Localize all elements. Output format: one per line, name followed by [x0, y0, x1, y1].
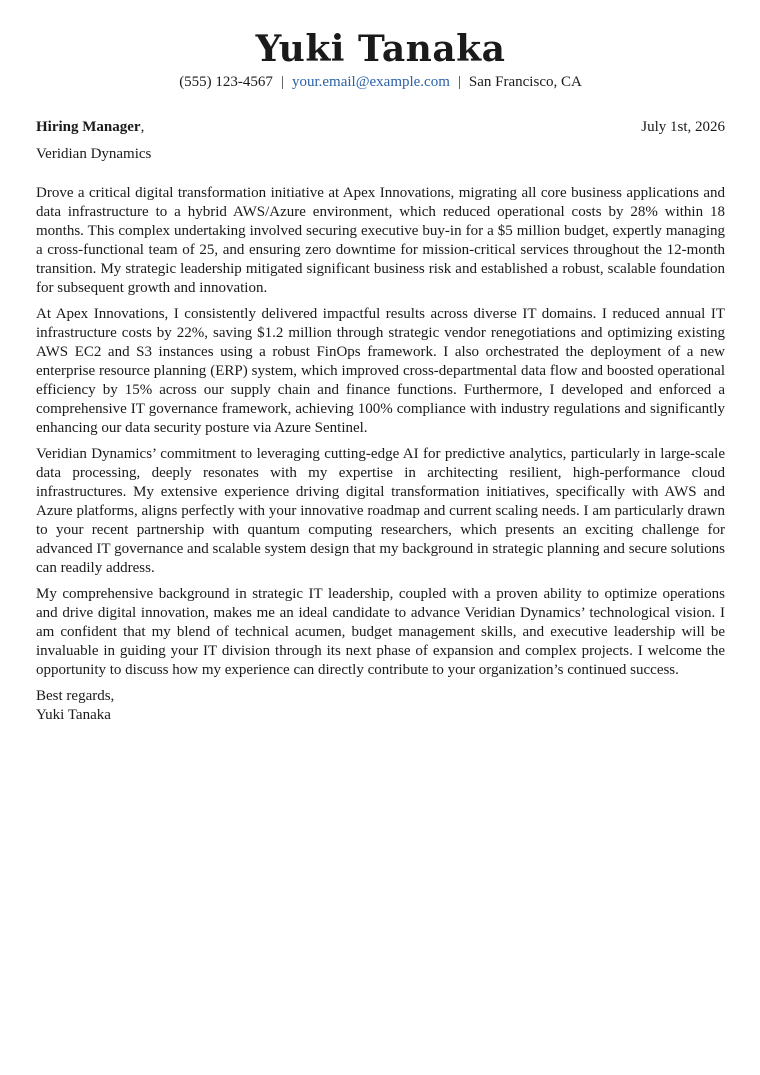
applicant-name: Yuki Tanaka	[255, 28, 506, 70]
phone-number: (555) 123-4567	[179, 74, 273, 90]
contact-line	[36, 72, 725, 92]
letter-body	[36, 184, 725, 680]
company-name: Veridian Dynamics	[36, 146, 152, 162]
location: San Francisco, CA	[468, 74, 582, 90]
recipient-row	[36, 117, 725, 137]
salutation-comma: ,	[140, 119, 145, 135]
separator: |	[457, 74, 461, 90]
salutation	[36, 117, 144, 137]
cover-letter-page	[36, 28, 725, 725]
signature-name: Yuki Tanaka	[36, 707, 111, 723]
body-paragraph: Veridian Dynamics’ commitment to leveraging cutting-edge AI for predictive analytics, particularly in large-scale data processing, deeply resonates with my expertise in architecting resilient, high-performance cloud infrastructures. My extensive experience driving digital transformation initiatives, specifically with AWS and Azure platforms, aligns perfectly with your innovative roadmap and current scaling needs. I am particularly drawn to your recent partnership with quantum computing researchers, which presents an exciting challenge for advanced IT governance and scalable system design that my background in strategic planning and secure solutions can readily address.	[36, 446, 725, 576]
letter-date: July 1st, 2026	[641, 119, 725, 135]
salutation-name: Hiring Manager	[36, 119, 141, 135]
body-paragraph: My comprehensive background in strategic IT leadership, coupled with a proven ability to optimize operations and drive digital innovation, makes me an ideal candidate to advance Veridian Dynamics’ technological vision. I am confident that my blend of technical acumen, budget management skills, and executive leadership will be invaluable in guiding your IT division through its next phase of expansion and complex projects. I welcome the opportunity to discuss how my experience can directly contribute to your organization’s continued success.	[36, 586, 725, 678]
separator: |	[280, 74, 284, 90]
email-link[interactable]: your.email@example.com	[291, 74, 450, 90]
closing	[36, 687, 725, 725]
body-paragraph: At Apex Innovations, I consistently delivered impactful results across diverse IT domains. I reduced annual IT infrastructure costs by 22%, saving $1.2 million through strategic vendor renegotiations and optimizing existing AWS EC2 and S3 instances using a robust FinOps framework. I also orchestrated the deployment of a new enterprise resource planning (ERP) system, which improved cross-departmental data flow and boosted operational efficiency by 15% across our supply chain and finance functions. Furthermore, I developed and enforced a comprehensive IT governance framework, achieving 100% compliance with industry regulations and significantly enhancing our data security posture via Azure Sentinel.	[36, 306, 725, 436]
body-paragraph: Drove a critical digital transformation initiative at Apex Innovations, migrating all core business applications and data infrastructure to a hybrid AWS/Azure environment, which reduced operational costs by 28% within 18 months. This complex undertaking involved securing executive buy-in for a $5 million budget, expertly managing a cross-functional team of 25, and ensuring zero downtime for mission-critical services throughout the 12-month transition. My strategic leadership mitigated significant business risk and established a robust, scalable foundation for subsequent growth and innovation.	[36, 185, 725, 296]
valediction: Best regards,	[36, 688, 115, 704]
